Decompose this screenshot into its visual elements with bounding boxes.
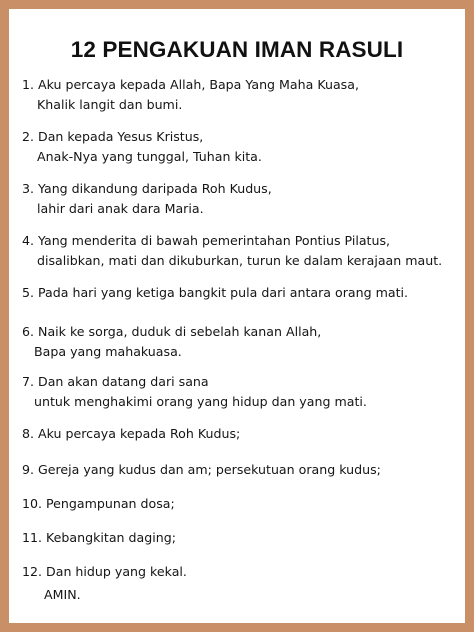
list-item-3 xyxy=(22,179,462,219)
item-line: 11. Kebangkitan daging; xyxy=(22,530,176,545)
item-line: 6. Naik ke sorga, duduk di sebelah kanan Allah, xyxy=(22,324,322,339)
list-item-12 xyxy=(22,562,462,582)
item-line: 1. Aku percaya kepada Allah, Bapa Yang Maha Kuasa, xyxy=(22,77,359,92)
item-line: disalibkan, mati dan dikuburkan, turun ke dalam kerajaan maut. xyxy=(37,253,443,268)
item-line: 7. Dan akan datang dari sana xyxy=(22,374,209,389)
list-item-8 xyxy=(22,424,462,444)
item-line: 12. Dan hidup yang kekal. xyxy=(22,564,187,579)
document-page xyxy=(9,9,465,623)
closing-text: AMIN. xyxy=(44,587,81,602)
item-line: 8. Aku percaya kepada Roh Kudus; xyxy=(22,426,241,441)
list-item-10 xyxy=(22,494,462,514)
list-item-4 xyxy=(22,231,462,271)
list-item-7 xyxy=(22,372,462,412)
item-line: 10. Pengampunan dosa; xyxy=(22,496,175,511)
list-item-2 xyxy=(22,127,462,167)
item-line: 5. Pada hari yang ketiga bangkit pula dari antara orang mati. xyxy=(22,285,409,300)
item-line: Bapa yang mahakuasa. xyxy=(34,344,182,359)
item-line: 9. Gereja yang kudus dan am; persekutuan orang kudus; xyxy=(22,462,381,477)
list-item-5 xyxy=(22,283,462,303)
item-line: untuk menghakimi orang yang hidup dan yang mati. xyxy=(34,394,367,409)
item-line: Khalik langit dan bumi. xyxy=(37,97,183,112)
item-line: 3. Yang dikandung daripada Roh Kudus, xyxy=(22,181,272,196)
item-line: lahir dari anak dara Maria. xyxy=(37,201,204,216)
list-item-1 xyxy=(22,75,462,115)
list-item-11 xyxy=(22,528,462,548)
page-title: 12 PENGAKUAN IMAN RASULI xyxy=(70,37,404,62)
list-item-9 xyxy=(22,460,462,480)
item-line: 2. Dan kepada Yesus Kristus, xyxy=(22,129,204,144)
item-line: Anak-Nya yang tunggal, Tuhan kita. xyxy=(37,149,262,164)
list-item-6 xyxy=(22,322,462,362)
item-line: 4. Yang menderita di bawah pemerintahan Pontius Pilatus, xyxy=(22,233,391,248)
